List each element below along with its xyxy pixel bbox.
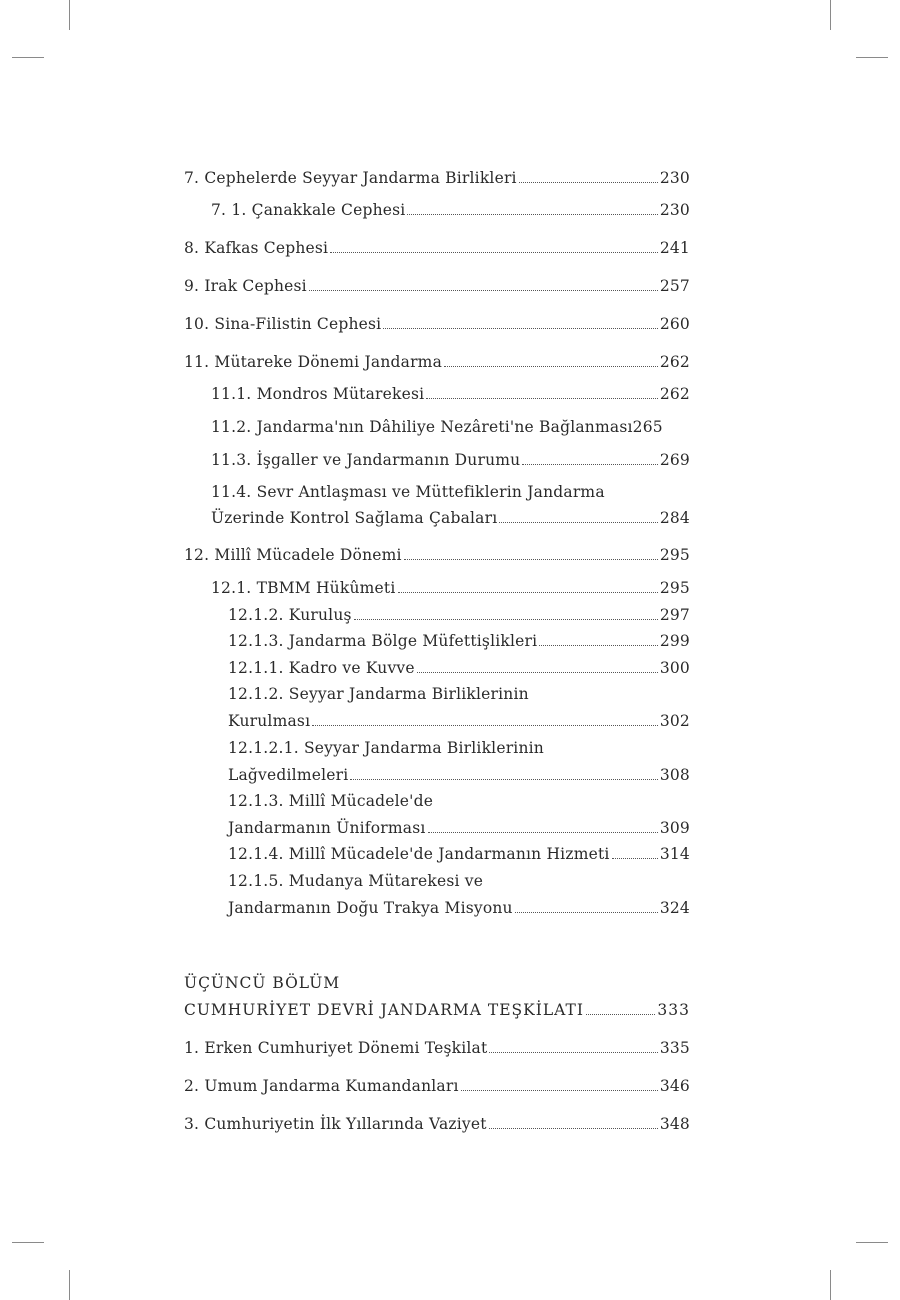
dot-leader [330,252,658,253]
toc-entry-title: Lağvedilmeleri [228,766,349,784]
toc-entry-title: 11. Mütareke Dönemi Jandarma [184,353,443,371]
toc-entry [184,417,718,437]
toc-entry-page: 241 [659,239,690,257]
toc-entry-page: 284 [659,509,690,527]
dot-leader [428,832,658,833]
dot-leader [404,559,658,560]
dot-leader [519,182,658,183]
toc-entry-page: 348 [659,1115,690,1133]
toc-entry-page: 300 [659,659,690,677]
dot-leader [499,522,657,523]
crop-mark [830,0,831,30]
toc-entry-title: 12.1.3. Jandarma Bölge Müfettişlikleri [228,632,538,650]
dot-leader [515,912,658,913]
toc-entry-title: 11.4. Sevr Antlaşması ve Müttefiklerin Jandarma [211,483,605,501]
toc-entry [184,578,690,598]
toc-entry-page: 314 [659,845,690,863]
toc-entry [184,200,690,220]
dot-leader [407,214,657,215]
dot-leader [612,858,658,859]
toc-entry-page: 230 [659,169,690,187]
toc-entry-page: 295 [659,546,690,564]
toc-entry [184,1114,690,1134]
toc-entry-page: 309 [659,819,690,837]
toc-entry-title: 7. 1. Çanakkale Cephesi [211,201,406,219]
toc-entry-title: Jandarmanın Doğu Trakya Misyonu [228,899,513,917]
toc-entry-title: Jandarmanın Üniforması [228,819,426,837]
toc-entry-page: 230 [659,201,690,219]
toc-entry-page: 295 [659,579,690,597]
dot-leader [383,328,658,329]
toc-entry-title: Kurulması [228,712,311,730]
toc-entry [184,898,690,918]
dot-leader [309,290,658,291]
toc-entry-title: 12.1.2.1. Seyyar Jandarma Birliklerinin [228,739,544,757]
toc-entry-title: 12.1.4. Millî Mücadele'de Jandarmanın Hizmeti [228,845,610,863]
toc-entry [184,314,690,334]
dot-leader [312,725,658,726]
toc-entry [184,450,690,470]
toc-entry [184,765,690,785]
crop-mark [830,1270,831,1300]
toc-entry-page: 308 [659,766,690,784]
toc-entry-title: 12.1. TBMM Hükûmeti [211,579,396,597]
toc-entry-title: 11.2. Jandarma'nın Dâhiliye Nezâreti'ne Bağlanması [211,418,633,436]
toc-entry [184,605,690,625]
toc-entry-title: 7. Cephelerde Seyyar Jandarma Birlikleri [184,169,517,187]
dot-leader [489,1128,658,1129]
toc-entry-title: 1. Erken Cumhuriyet Dönemi Teşkilat [184,1039,488,1057]
dot-leader [398,592,658,593]
toc-entry-page: 333 [657,1001,690,1019]
toc-entry [184,844,690,864]
toc-entry-page: 299 [659,632,690,650]
toc-entry-title: 2. Umum Jandarma Kumandanları [184,1077,459,1095]
dot-leader [461,1090,658,1091]
toc-entry-page: 262 [659,385,690,403]
crop-mark [12,1242,44,1243]
toc-entry [184,384,690,404]
crop-mark [69,1270,70,1300]
toc-entry-page: 346 [659,1077,690,1095]
toc-entry-page: 324 [659,899,690,917]
toc-entry [184,711,690,731]
toc-entry [184,238,690,258]
toc-entry-page: 335 [659,1039,690,1057]
toc-entry-title: 3. Cumhuriyetin İlk Yıllarında Vaziyet [184,1115,487,1133]
toc-entry-title: 11.1. Mondros Mütarekesi [211,385,425,403]
toc-entry [184,1076,690,1096]
toc-entry [184,1038,690,1058]
dot-leader [354,619,658,620]
toc-entry-title: 12. Millî Mücadele Dönemi [184,546,402,564]
section-title: CUMHURİYET DEVRİ JANDARMA TEŞKİLATI [184,1001,584,1019]
section-label: ÜÇÜNCÜ BÖLÜM [184,974,341,992]
toc-entry-title: 12.1.3. Millî Mücadele'de [228,792,434,810]
crop-mark [69,0,70,30]
toc-entry [184,658,690,678]
toc-entry [184,508,690,528]
toc-entry-title: Üzerinde Kontrol Sağlama Çabaları [211,509,498,527]
crop-mark [856,1242,888,1243]
toc-entry-title: 12.1.1. Kadro ve Kuvve [228,659,415,677]
section-title-entry [184,1000,690,1020]
dot-leader [539,645,658,646]
dot-leader [586,1014,655,1015]
toc-entry-page: 297 [659,606,690,624]
toc-entry-page: 265 [632,418,663,436]
toc-entry-title: 9. Irak Cephesi [184,277,307,295]
toc-entry-title: 12.1.2. Seyyar Jandarma Birliklerinin [228,685,529,703]
toc-entry [184,168,690,188]
dot-leader [417,672,658,673]
toc-entry [184,631,690,651]
toc-entry-page: 269 [659,451,690,469]
crop-mark [12,57,44,58]
toc-entry-title: 11.3. İşgaller ve Jandarmanın Durumu [211,451,521,469]
toc-entry-title: 12.1.2. Kuruluş [228,606,352,624]
toc-entry-page: 260 [659,315,690,333]
toc-entry [184,352,690,372]
toc-entry [184,276,690,296]
dot-leader [350,779,657,780]
toc-entry [184,818,690,838]
toc-entry-title: 10. Sina-Filistin Cephesi [184,315,382,333]
toc-entry-page: 257 [659,277,690,295]
toc-entry-page: 262 [659,353,690,371]
crop-mark [856,57,888,58]
dot-leader [444,366,658,367]
toc-entry-page: 302 [659,712,690,730]
dot-leader [522,464,657,465]
dot-leader [426,398,658,399]
toc-entry-title: 12.1.5. Mudanya Mütarekesi ve [228,872,484,890]
toc-entry [184,545,690,565]
dot-leader [489,1052,657,1053]
toc-entry-title: 8. Kafkas Cephesi [184,239,329,257]
